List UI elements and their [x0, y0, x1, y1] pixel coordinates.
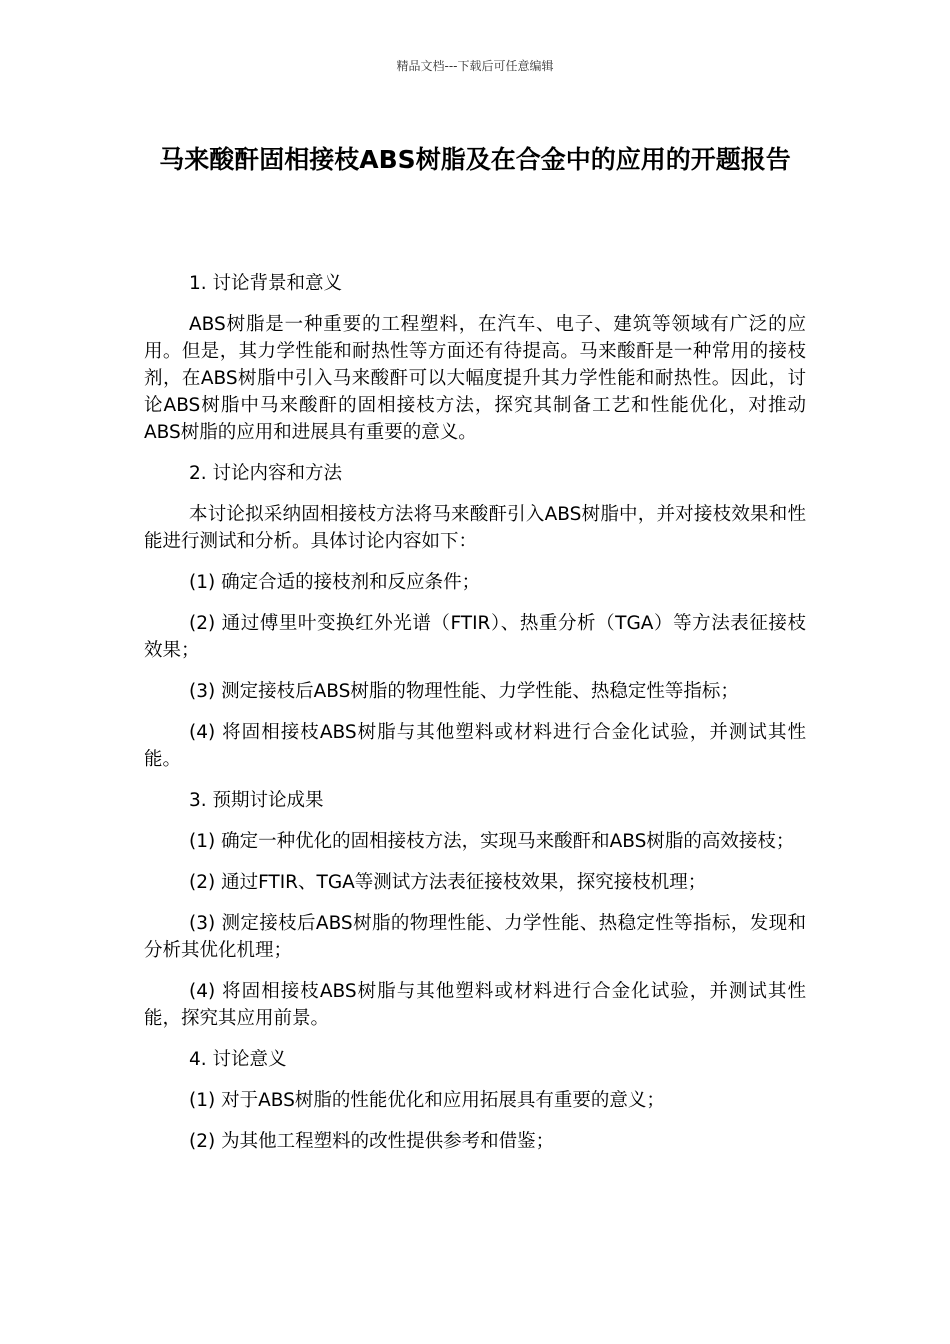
list-item: (2) 为其他工程塑料的改性提供参考和借鉴； [189, 1131, 555, 1152]
list-item: (4) 将固相接枝ABS树脂与其他塑料或材料进行合金化试验，并测试其性能，探究其应用前景。 [144, 981, 806, 1029]
list-item: (3) 测定接枝后ABS树脂的物理性能、力学性能、热稳定性等指标； [189, 681, 739, 702]
list-item: (1) 确定合适的接枝剂和反应条件； [189, 572, 481, 593]
section-heading-expected-results: 3. 预期讨论成果 [189, 790, 324, 811]
section-heading-content-method: 2. 讨论内容和方法 [189, 463, 343, 484]
document-title: 马来酸酐固相接枝ABS树脂及在合金中的应用的开题报告 [159, 145, 791, 174]
paragraph-content-intro: 本讨论拟采纳固相接枝方法将马来酸酐引入ABS树脂中，并对接枝效果和性能进行测试和分析。具体讨论内容如下： [144, 504, 806, 552]
list-item: (1) 确定一种优化的固相接枝方法，实现马来酸酐和ABS树脂的高效接枝； [189, 831, 795, 852]
list-item: (2) 通过FTIR、TGA等测试方法表征接枝效果，探究接枝机理； [189, 872, 707, 893]
section-heading-significance: 4. 讨论意义 [189, 1049, 287, 1070]
list-item: (4) 将固相接枝ABS树脂与其他塑料或材料进行合金化试验，并测试其性能。 [144, 722, 806, 770]
section-heading-background: 1. 讨论背景和意义 [189, 273, 343, 294]
header-note: 精品文档---下载后可任意编辑 [396, 59, 554, 73]
list-item: (1) 对于ABS树脂的性能优化和应用拓展具有重要的意义； [189, 1090, 665, 1111]
paragraph-background: ABS树脂是一种重要的工程塑料，在汽车、电子、建筑等领域有广泛的应用。但是，其力学性能和耐热性等方面还有待提高。马来酸酐是一种常用的接枝剂，在ABS树脂中引入马来酸酐可以大幅度提升其力学性能和耐热性。因此，讨论ABS树脂中马来酸酐的固相接枝方法，探究其制备工艺和性能优化，对推动ABS树脂的应用和进展具有重要的意义。 [144, 314, 806, 443]
document-body [144, 270, 806, 1169]
list-item: (3) 测定接枝后ABS树脂的物理性能、力学性能、热稳定性等指标，发现和分析其优化机理； [144, 913, 806, 961]
list-item: (2) 通过傅里叶变换红外光谱（FTIR）、热重分析（TGA）等方法表征接枝效果； [144, 613, 806, 661]
